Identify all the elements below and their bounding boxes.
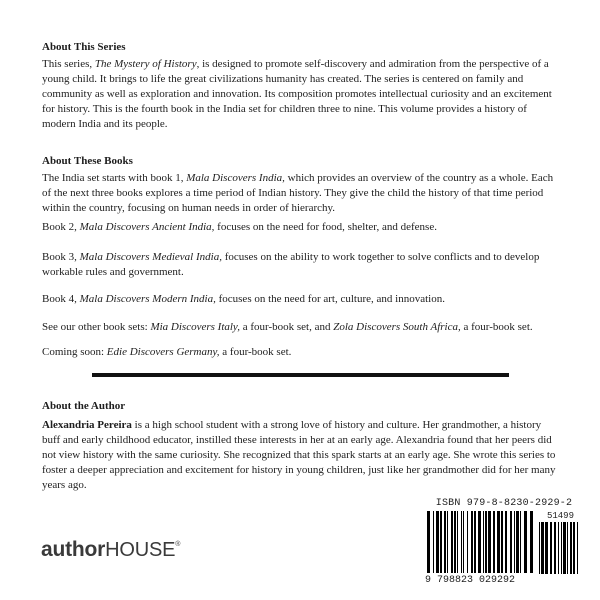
author-name: Alexandria Pereira: [42, 419, 132, 431]
author-bio-paragraph: Alexandria Pereira is a high school student with a strong love of history and culture. Her grandmother, a history buff and early childhood educator, instilled these interests in her at an early age. Alexandria found that her peers did not view history with the same curiosity. She recognized that this spark starts at an early age. She wrote this series to foster a deeper appreciation and excitement for history in young children, just like her grandmother did for her many years ago.: [42, 419, 556, 491]
isbn-label: ISBN 979-8-8230-2929-2: [435, 498, 573, 509]
section-divider: [92, 373, 509, 377]
book-3-paragraph: Book 3, Mala Discovers Medieval India, focuses on the ability to work together to solve conflicts and to develop workable rules and government.: [42, 251, 540, 278]
barcode-digits: 9 798823 029292: [425, 575, 516, 586]
addon-barcode-bars: [539, 522, 581, 574]
other-sets-paragraph: See our other book sets: Mia Discovers Italy, a four-book set, and Zola Discovers South Africa, a four-book set.: [42, 321, 533, 333]
book-4-paragraph: Book 4, Mala Discovers Modern India, focuses on the need for art, culture, and innovation.: [42, 293, 445, 305]
books-intro-paragraph: The India set starts with book 1, Mala Discovers India, which provides an overview of the country as a whole. Each of the next three books explores a time period of Indian history. They give the child the history of that time period within the country, focusing on human needs in order of hierarchy.: [42, 172, 554, 214]
about-series-paragraph: This series, The Mystery of History, is designed to promote self-discovery and admiration from the perspective of a young child. It brings to life the great civilizations humanity has created. The series is centered on family and community as well as exploration and innovation. Its composition promotes intellectual curiosity and an excitement for history. This is the fourth book in the India set for children three to nine. This volume provides a history of modern India and its people.: [42, 58, 552, 130]
price-addon-number: 51499: [546, 511, 574, 521]
about-author-heading: About the Author: [42, 400, 126, 412]
book-2-paragraph: Book 2, Mala Discovers Ancient India, focuses on the need for food, shelter, and defense.: [42, 221, 437, 233]
about-books-heading: About These Books: [42, 155, 133, 167]
isbn-barcode: [425, 498, 583, 588]
about-series-heading: About This Series: [42, 41, 126, 53]
coming-soon-paragraph: Coming soon: Edie Discovers Germany, a four-book set.: [42, 346, 292, 358]
ean-barcode-bars: [427, 511, 535, 577]
publisher-logo: authorHOUSE®: [41, 538, 181, 561]
